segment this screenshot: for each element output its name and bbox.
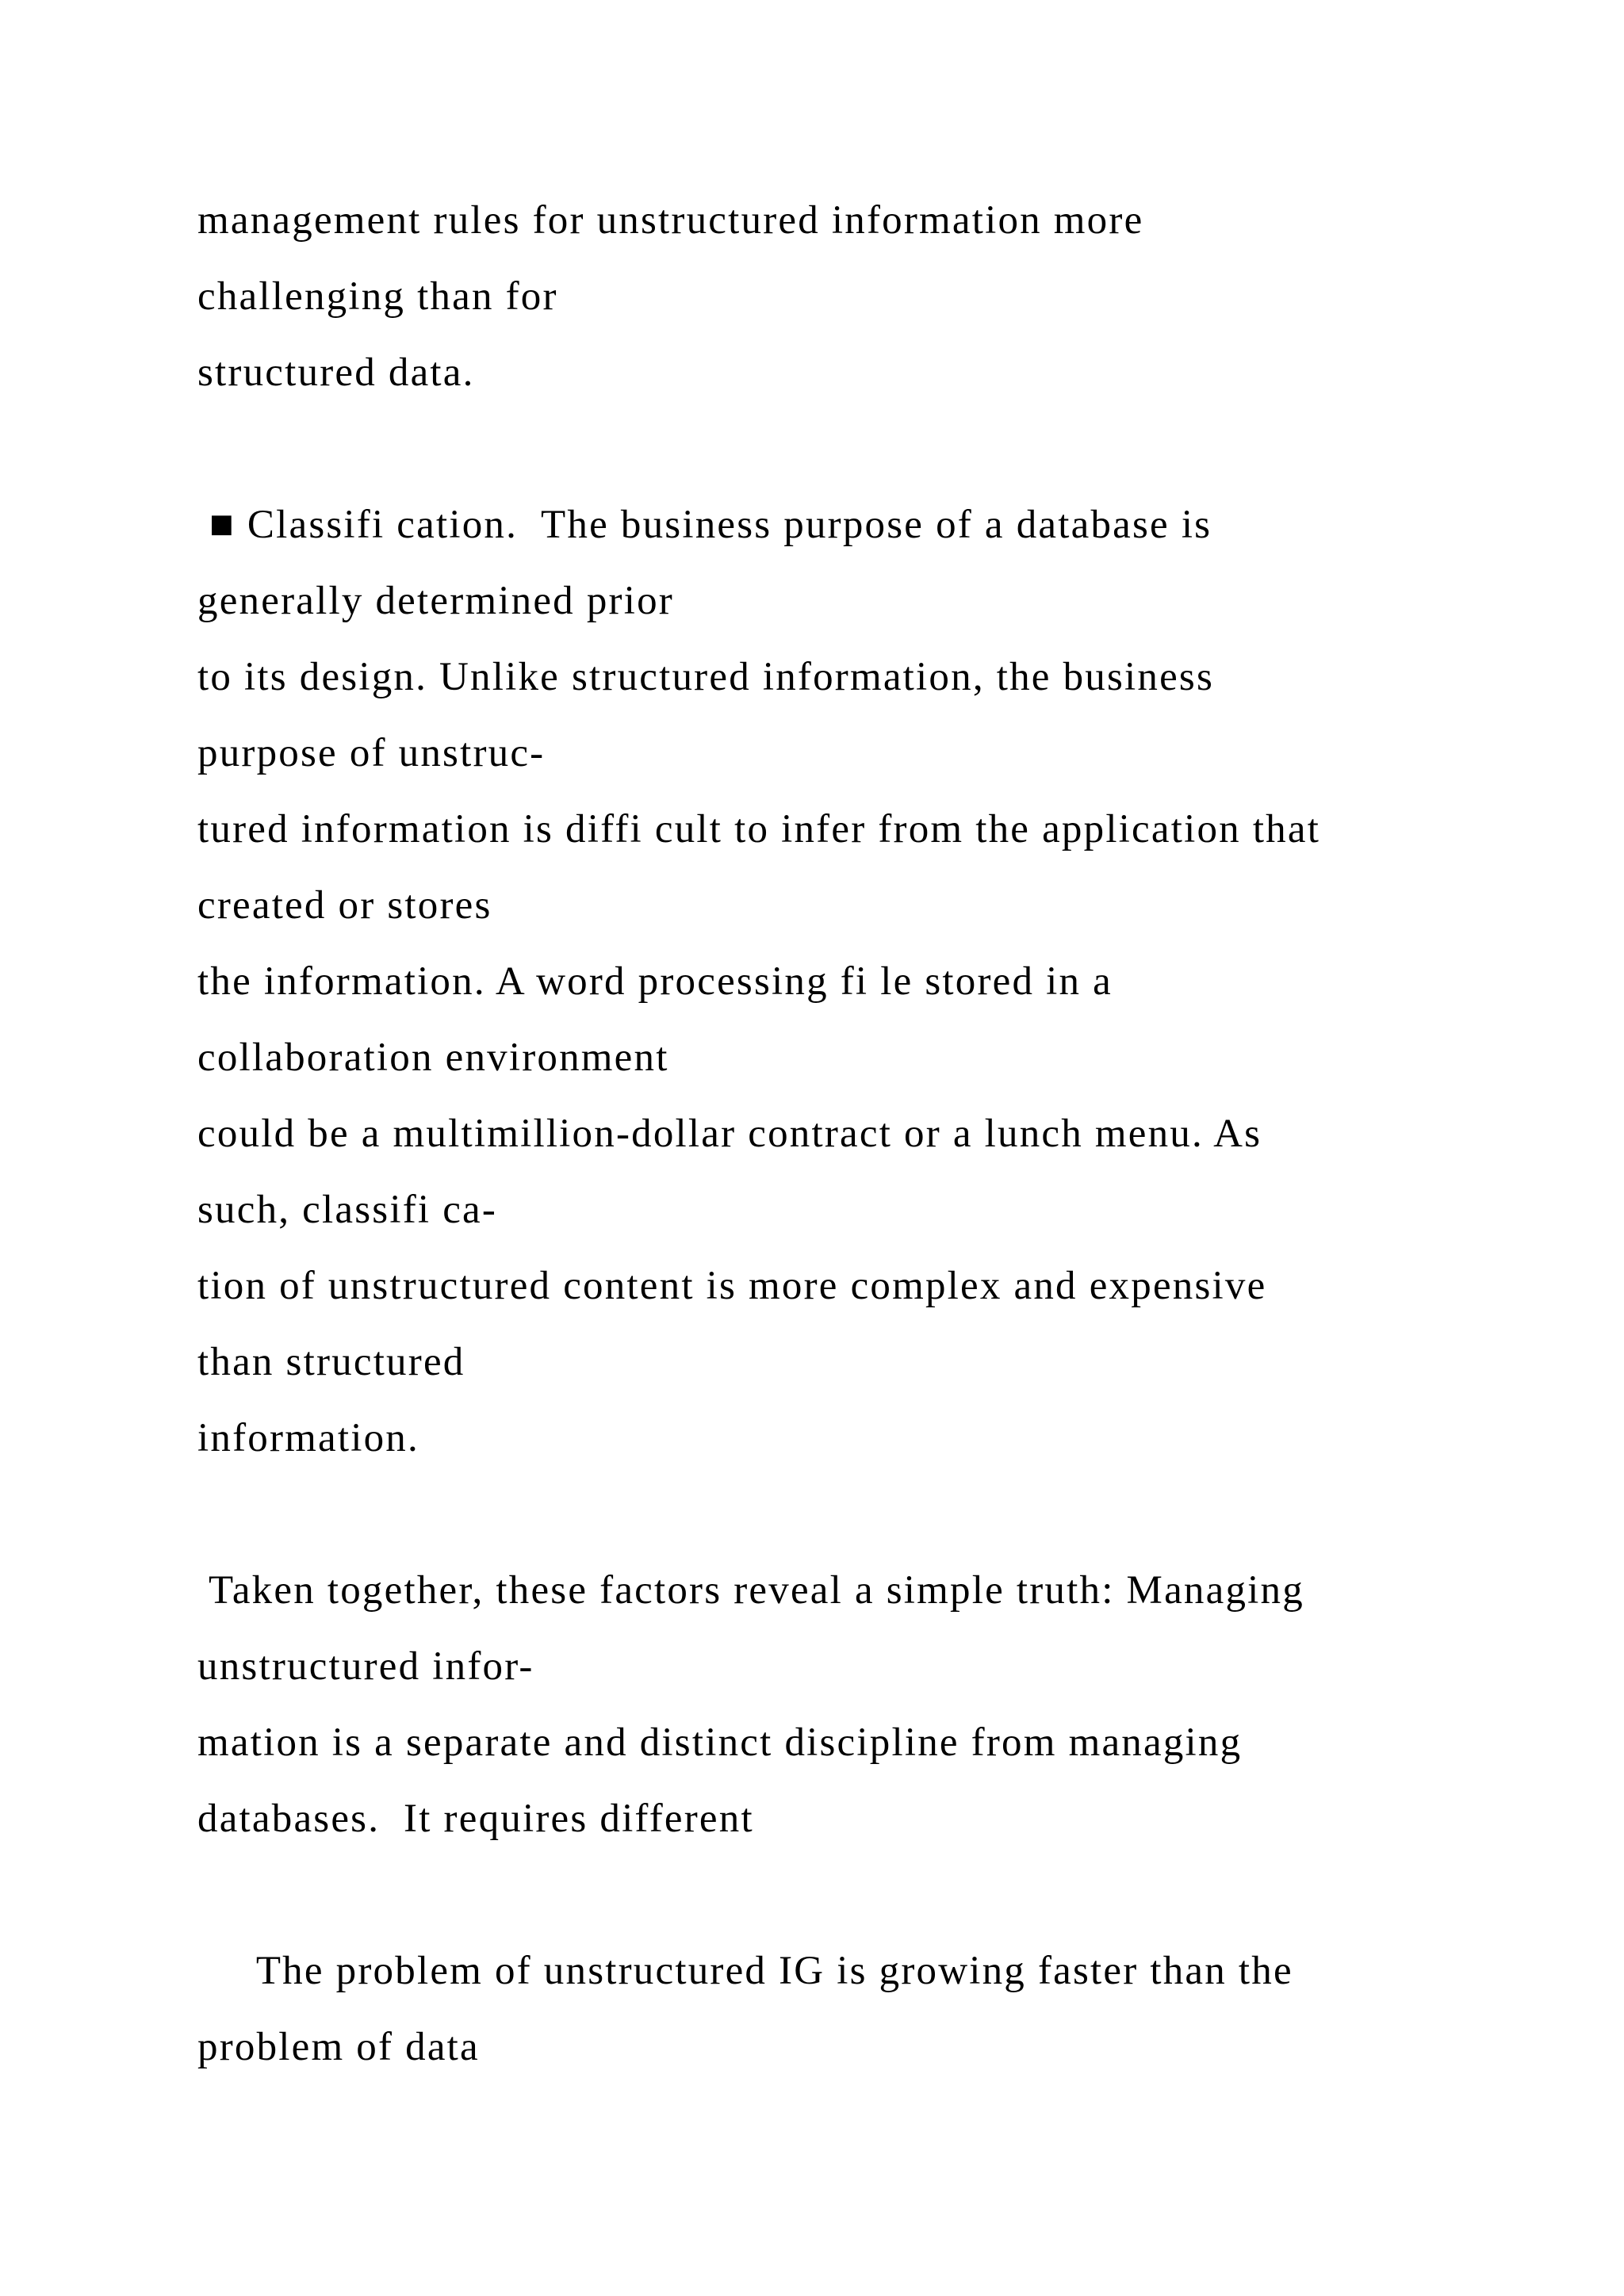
text-line: tured information is diffi cult to infer from the application that <box>197 807 1321 851</box>
text-line: the information. A word processing fi le stored in a <box>197 959 1113 1004</box>
text-line: databases. It requires different <box>197 1797 754 1841</box>
text-line: ■ Classifi cation. The business purpose of a database is <box>197 503 1212 547</box>
text-line: unstructured infor- <box>197 1644 534 1689</box>
text-line: such, classifi ca- <box>197 1188 498 1232</box>
document-body <box>197 182 1545 2085</box>
text-line: to its design. Unlike structured information, the business <box>197 655 1215 699</box>
text-line: purpose of unstruc- <box>197 731 546 775</box>
text-line: problem of data <box>197 2025 480 2069</box>
text-line: collaboration environment <box>197 1035 669 1080</box>
text-line: generally determined prior <box>197 579 674 623</box>
text-line: than structured <box>197 1340 465 1384</box>
text-line: tion of unstructured content is more complex and expensive <box>197 1264 1267 1308</box>
paragraph-gap <box>197 1476 1545 1552</box>
text-line: mation is a separate and distinct discipline from managing <box>197 1720 1243 1765</box>
text-line: The problem of unstructured IG is growing faster than the <box>197 1949 1293 1993</box>
text-line: management rules for unstructured information more <box>197 198 1144 243</box>
text-line: structured data. <box>197 350 475 395</box>
paragraph-gap <box>197 1857 1545 1933</box>
text-line: information. <box>197 1416 419 1460</box>
text-line: Taken together, these factors reveal a simple truth: Managing <box>197 1568 1304 1613</box>
text-line: created or stores <box>197 883 492 928</box>
text-line: could be a multimillion-dollar contract or a lunch menu. As <box>197 1112 1262 1156</box>
text-line: challenging than for <box>197 274 558 319</box>
paragraph-gap <box>197 411 1545 487</box>
